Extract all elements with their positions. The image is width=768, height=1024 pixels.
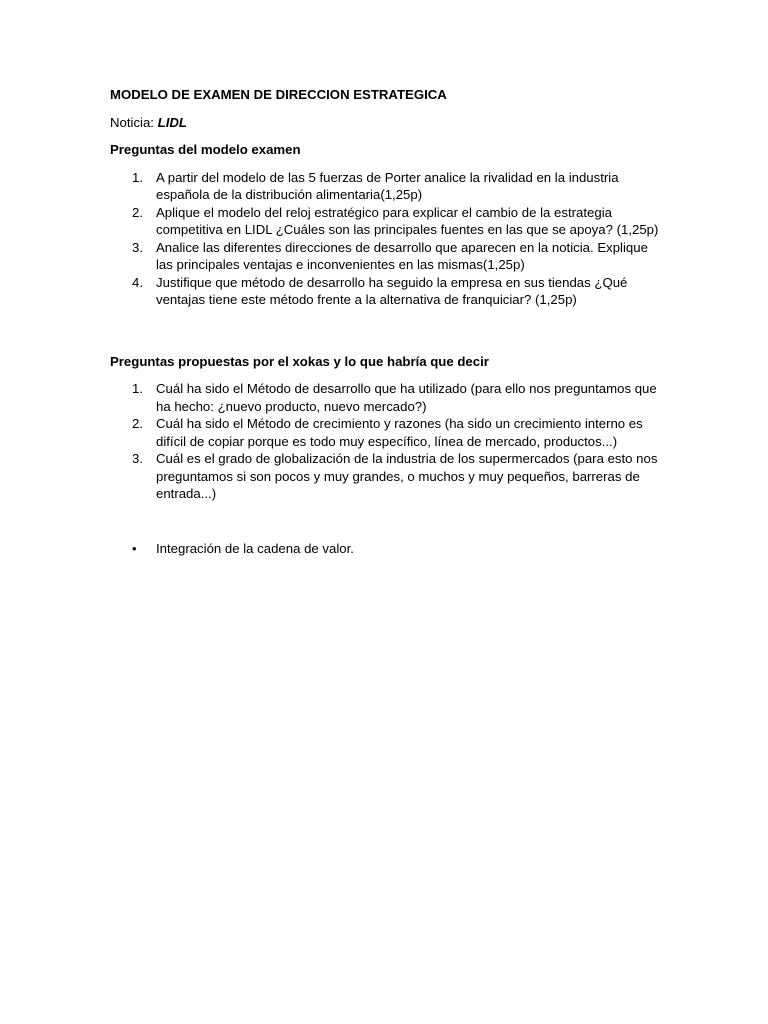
list-item-number: 3. bbox=[132, 239, 143, 255]
list-item bbox=[110, 274, 660, 309]
section1-heading: Preguntas del modelo examen bbox=[110, 142, 301, 157]
list-item-number: 2. bbox=[132, 204, 143, 220]
list-item-text: Aplique el modelo del reloj estratégico para explicar el cambio de la estrategia competitiva en LIDL ¿Cuáles son las principales fuentes en las que se apoya? (1,25p) bbox=[156, 204, 659, 237]
list-item-text: A partir del modelo de las 5 fuerzas de Porter analice la rivalidad en la industria española de la distribución alimentaria(1,25p) bbox=[156, 169, 619, 202]
noticia-label: Noticia: bbox=[110, 114, 158, 130]
list-item-text: Cuál ha sido el Método de crecimiento y razones (ha sido un crecimiento interno es difícil de copiar porque es todo muy específico, línea de mercado, productos...) bbox=[156, 416, 643, 449]
bullet-item bbox=[110, 540, 660, 558]
list-item-number: 1. bbox=[132, 169, 143, 185]
list-item bbox=[110, 450, 660, 503]
list-item bbox=[110, 380, 660, 415]
list-item-number: 3. bbox=[132, 451, 143, 466]
list-item bbox=[110, 239, 660, 274]
list-item bbox=[110, 415, 660, 450]
list-item-number: 1. bbox=[132, 381, 143, 396]
section2-heading: Preguntas propuestas por el xokas y lo que habría que decir bbox=[110, 353, 489, 369]
list-item-number: 2. bbox=[132, 416, 143, 431]
list-item bbox=[110, 169, 660, 204]
bullet-icon: • bbox=[132, 540, 137, 556]
list-item-text: Cuál ha sido el Método de desarrollo que ha utilizado (para ello nos preguntamos que ha hecho: ¿nuevo producto, nuevo mercado?) bbox=[156, 381, 657, 414]
document-body bbox=[110, 86, 660, 557]
list-item bbox=[110, 204, 660, 239]
list-item-text: Analice las diferentes direcciones de desarrollo que aparecen en la noticia. Explique las principales ventajas e inconvenientes en las mismas(1,25p) bbox=[156, 239, 648, 272]
bullet-list bbox=[110, 540, 660, 558]
document-title: MODELO DE EXAMEN DE DIRECCION ESTRATEGICA bbox=[110, 87, 447, 102]
list-item-text: Cuál es el grado de globalización de la industria de los supermercados (para esto nos preguntamos si son pocos y muy grandes, o muchos y muy pequeños, barreras de entrada...) bbox=[156, 451, 658, 501]
list-item-text: Justifique que método de desarrollo ha seguido la empresa en sus tiendas ¿Qué ventajas tiene este método frente a la alternativa de franquiciar? (1,25p) bbox=[156, 274, 628, 307]
section2-list bbox=[110, 380, 660, 503]
noticia-value: LIDL bbox=[157, 114, 187, 130]
list-item-number: 4. bbox=[132, 274, 143, 290]
noticia-line bbox=[110, 114, 660, 132]
bullet-item-text: Integración de la cadena de valor. bbox=[156, 540, 354, 556]
section1-list bbox=[110, 169, 660, 309]
